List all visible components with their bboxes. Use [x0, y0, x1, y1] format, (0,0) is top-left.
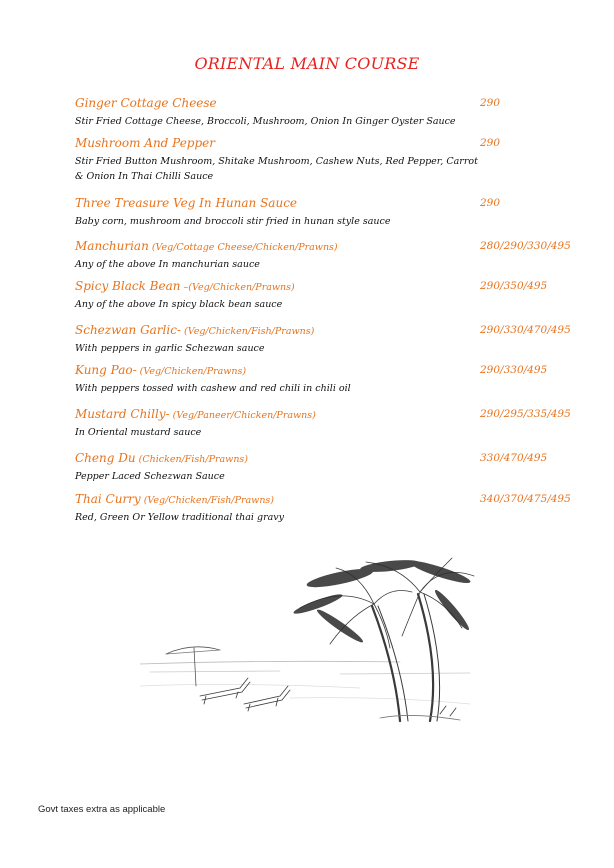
item-price: 290	[480, 97, 501, 109]
item-price: 290/350/495	[480, 280, 548, 292]
item-description: In Oriental mustard sauce	[75, 427, 202, 438]
item-description: Pepper Laced Schezwan Sauce	[75, 471, 225, 482]
item-description: With peppers in garlic Schezwan sauce	[75, 343, 265, 354]
menu-item	[75, 363, 575, 396]
menu-item	[75, 196, 575, 229]
item-name: Spicy Black Bean –(Veg/Chicken/Prawns)	[75, 279, 295, 293]
item-description: Stir Fried Cottage Cheese, Broccoli, Mushroom, Onion In Ginger Oyster Sauce	[75, 116, 456, 127]
item-price: 340/370/475/495	[480, 493, 571, 505]
item-price: 290/330/470/495	[480, 324, 571, 336]
item-name: Schezwan Garlic- (Veg/Chicken/Fish/Prawns)	[75, 323, 315, 337]
item-name: Mushroom And Pepper	[75, 136, 216, 150]
menu-item	[75, 239, 575, 272]
item-name: Three Treasure Veg In Hunan Sauce	[75, 196, 298, 210]
item-name: Thai Curry (Veg/Chicken/Fish/Prawns)	[75, 492, 275, 506]
item-description: Any of the above In manchurian sauce	[75, 259, 260, 270]
item-description: Any of the above In spicy black bean sauce	[75, 299, 283, 310]
item-price: 290	[480, 197, 501, 209]
item-price: 280/290/330/495	[480, 240, 571, 252]
item-name: Manchurian (Veg/Cottage Cheese/Chicken/Prawns)	[75, 239, 338, 253]
item-description: Stir Fried Button Mushroom, Shitake Mushroom, Cashew Nuts, Red Pepper, Carrot & Onion In Thai Chilli Sauce	[75, 156, 478, 182]
item-name: Cheng Du (Chicken/Fish/Prawns)	[75, 451, 249, 465]
footer-note: Govt taxes extra as applicable	[38, 804, 166, 815]
menu-item	[75, 492, 575, 525]
menu-item	[75, 407, 575, 440]
item-name: Kung Pao- (Veg/Chicken/Prawns)	[75, 363, 247, 377]
item-name: Mustard Chilly- (Veg/Paneer/Chicken/Prawns)	[75, 407, 316, 421]
menu-item	[75, 96, 575, 129]
menu-item	[75, 279, 575, 312]
item-description: Red, Green Or Yellow traditional thai gravy	[75, 512, 285, 523]
menu-item	[75, 136, 575, 184]
menu-item	[75, 323, 575, 356]
item-price: 290/295/335/495	[480, 408, 571, 420]
page-title: ORIENTAL MAIN COURSE	[194, 54, 420, 73]
item-price: 290	[480, 137, 501, 149]
item-name: Ginger Cottage Cheese	[75, 96, 217, 110]
item-price: 330/470/495	[480, 452, 548, 464]
item-description: With peppers tossed with cashew and red chili in chili oil	[75, 383, 351, 394]
beach-palm-sketch-icon	[140, 546, 480, 726]
item-price: 290/330/495	[480, 364, 548, 376]
item-description: Baby corn, mushroom and broccoli stir fried in hunan style sauce	[75, 216, 391, 227]
menu-item	[75, 451, 575, 484]
